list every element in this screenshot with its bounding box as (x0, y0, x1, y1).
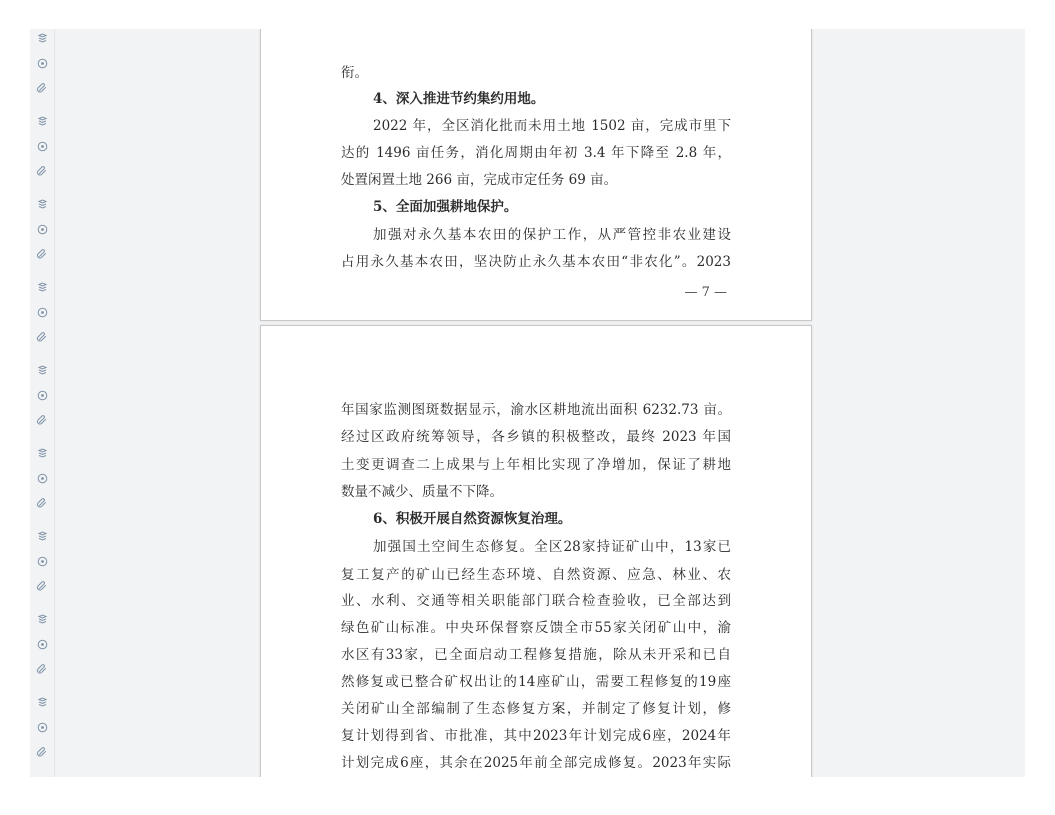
text-line: 计划完成6座，其余在2025年前全部完成修复。2023年实际 (341, 755, 731, 771)
layers-icon[interactable] (33, 527, 51, 545)
text-line: 加强对永久基本农田的保护工作，从严管控非农业建设 (373, 227, 731, 243)
target-icon[interactable] (33, 220, 51, 238)
target-icon[interactable] (33, 386, 51, 404)
document-page-7 (260, 29, 812, 321)
text-line: 业、水利、交通等相关职能部门联合检查验收，已全部达到 (341, 593, 731, 609)
layers-icon[interactable] (33, 195, 51, 213)
text-line: 复工复产的矿山已经生态环境、自然资源、应急、林业、农 (341, 567, 731, 583)
text-line: 复计划得到省、市批准，其中2023年计划完成6座，2024年 (341, 728, 731, 744)
attachment-icon[interactable] (33, 577, 51, 595)
text-line: 经过区政府统筹领导，各乡镇的积极整改，最终 2023 年国 (341, 429, 731, 445)
layers-icon[interactable] (33, 693, 51, 711)
section-heading: 5、全面加强耕地保护。 (373, 199, 518, 215)
target-icon[interactable] (33, 54, 51, 72)
layers-icon[interactable] (33, 610, 51, 628)
text-line: 2022 年，全区消化批而未用土地 1502 亩，完成市里下 (373, 118, 731, 134)
text-line: 年国家监测图斑数据显示，渝水区耕地流出面积 6232.73 亩。 (341, 402, 731, 418)
layers-icon[interactable] (33, 112, 51, 130)
target-icon[interactable] (33, 635, 51, 653)
layers-icon[interactable] (33, 361, 51, 379)
section-heading: 6、积极开展自然资源恢复治理。 (373, 511, 572, 527)
layers-icon[interactable] (33, 278, 51, 296)
target-icon[interactable] (33, 552, 51, 570)
attachment-icon[interactable] (33, 328, 51, 346)
text-line: 土变更调查二上成果与上年相比实现了净增加，保证了耕地 (341, 457, 731, 473)
attachment-icon[interactable] (33, 162, 51, 180)
attachment-icon[interactable] (33, 743, 51, 761)
text-line: 然修复或已整合矿权出让的14座矿山，需要工程修复的19座 (341, 674, 731, 690)
text-line: 达的 1496 亩任务，消化周期由年初 3.4 年下降至 2.8 年， (341, 145, 731, 161)
page-number: — 7 — (684, 285, 727, 300)
attachment-icon[interactable] (33, 245, 51, 263)
text-line: 衔。 (341, 65, 368, 81)
attachment-icon[interactable] (33, 79, 51, 97)
text-line: 处置闲置土地 266 亩，完成市定任务 69 亩。 (341, 172, 618, 188)
text-line: 数量不减少、质量不下降。 (341, 484, 503, 500)
attachment-icon[interactable] (33, 411, 51, 429)
target-icon[interactable] (33, 303, 51, 321)
document-viewer (30, 29, 1025, 777)
attachment-icon[interactable] (33, 660, 51, 678)
document-page-8 (260, 325, 812, 777)
target-icon[interactable] (33, 469, 51, 487)
text-line: 占用永久基本农田，坚决防止永久基本农田“非农化”。2023 (341, 254, 731, 270)
target-icon[interactable] (33, 718, 51, 736)
layers-icon[interactable] (33, 29, 51, 47)
target-icon[interactable] (33, 137, 51, 155)
layers-icon[interactable] (33, 444, 51, 462)
side-toolstrip (30, 29, 55, 777)
section-heading: 4、深入推进节约集约用地。 (373, 91, 545, 107)
text-line: 关闭矿山全部编制了生态修复方案，并制定了修复计划，修 (341, 701, 731, 717)
attachment-icon[interactable] (33, 494, 51, 512)
text-line: 加强国土空间生态修复。全区28家持证矿山中，13家已 (373, 539, 731, 555)
document-area[interactable] (55, 29, 1025, 777)
text-line: 水区有33家，已全面启动工程修复措施，除从未开采和已自 (341, 647, 731, 663)
text-line: 绿色矿山标准。中央环保督察反馈全市55家关闭矿山中，渝 (341, 620, 731, 636)
